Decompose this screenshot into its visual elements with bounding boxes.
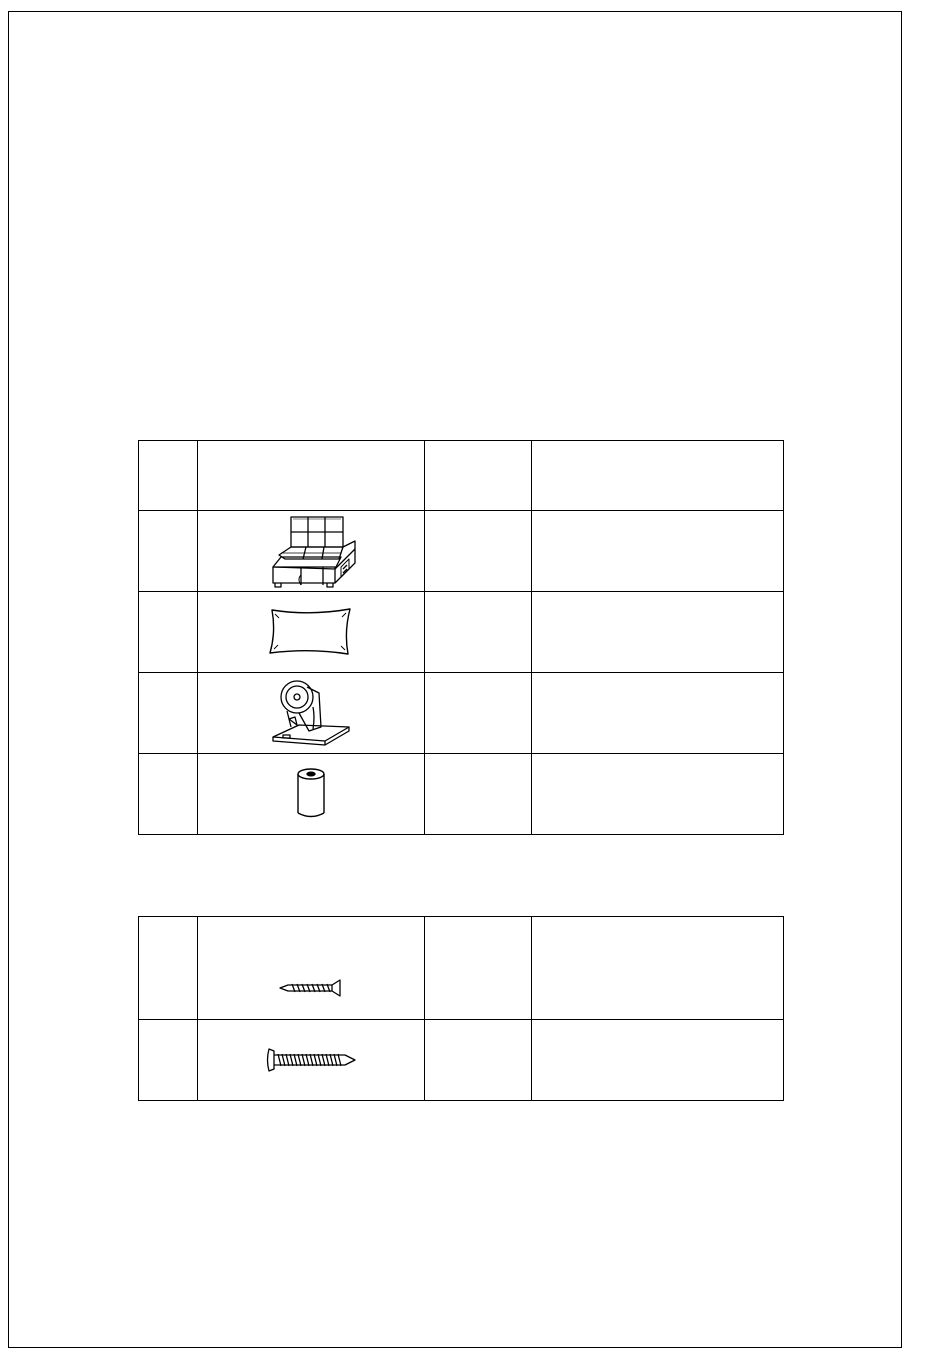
row-illustration bbox=[198, 1020, 425, 1101]
tapping-screw-icon bbox=[265, 1047, 357, 1073]
wood-screw-icon bbox=[278, 977, 344, 997]
pillow-icon bbox=[266, 606, 356, 658]
table-row bbox=[139, 917, 784, 1020]
row-no bbox=[139, 754, 198, 835]
row-description bbox=[532, 592, 784, 673]
row-illustration bbox=[198, 917, 425, 1020]
header-description bbox=[532, 441, 784, 511]
row-illustration bbox=[198, 592, 425, 673]
table-row bbox=[139, 673, 784, 754]
header-quantity bbox=[425, 441, 532, 511]
table-row bbox=[139, 592, 784, 673]
row-illustration bbox=[198, 511, 425, 592]
row-description bbox=[532, 917, 784, 1020]
caster-wheel-icon bbox=[269, 677, 353, 749]
row-description bbox=[532, 754, 784, 835]
components-table bbox=[138, 440, 784, 835]
table-row bbox=[139, 511, 784, 592]
row-description bbox=[532, 1020, 784, 1101]
row-no bbox=[139, 511, 198, 592]
row-description bbox=[532, 673, 784, 754]
table-row bbox=[139, 1020, 784, 1101]
header-no bbox=[139, 441, 198, 511]
sofa-bed-icon bbox=[261, 513, 361, 589]
hardware-table bbox=[138, 916, 784, 1101]
row-no bbox=[139, 673, 198, 754]
row-quantity bbox=[425, 511, 532, 592]
row-quantity bbox=[425, 1020, 532, 1101]
row-quantity bbox=[425, 592, 532, 673]
row-illustration bbox=[198, 673, 425, 754]
row-quantity bbox=[425, 917, 532, 1020]
row-quantity bbox=[425, 754, 532, 835]
spacer-tube-icon bbox=[294, 767, 328, 821]
row-quantity bbox=[425, 673, 532, 754]
row-no bbox=[139, 917, 198, 1020]
row-description bbox=[532, 511, 784, 592]
row-no bbox=[139, 592, 198, 673]
table-row bbox=[139, 754, 784, 835]
row-illustration bbox=[198, 754, 425, 835]
row-no bbox=[139, 1020, 198, 1101]
components-header-row bbox=[139, 441, 784, 511]
header-illustration bbox=[198, 441, 425, 511]
